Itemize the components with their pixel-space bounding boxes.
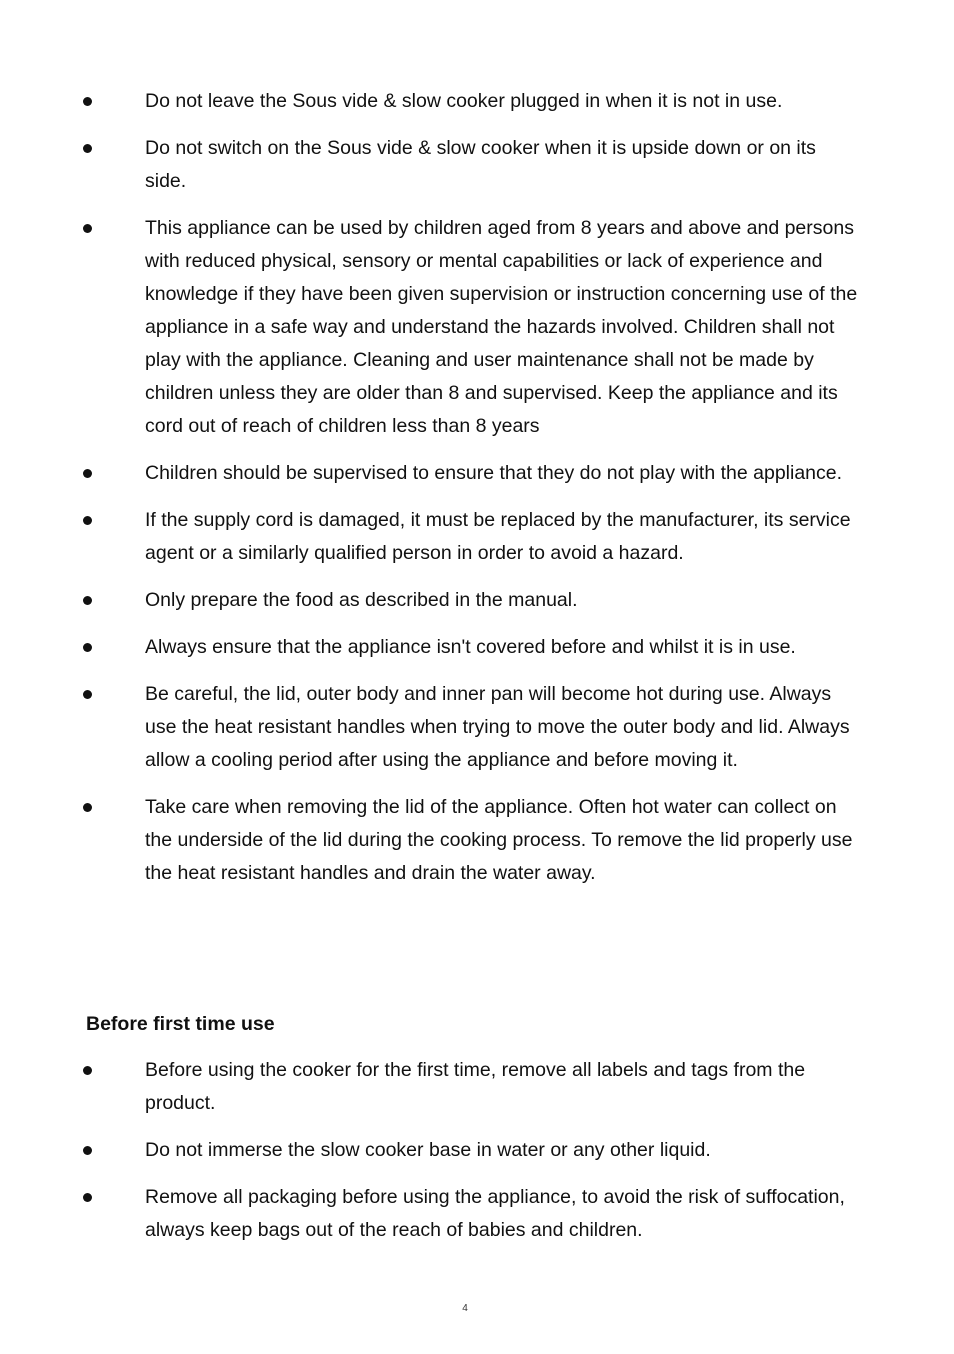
bullet-icon xyxy=(83,1193,92,1202)
list-item xyxy=(0,504,954,570)
list-item xyxy=(0,631,954,664)
list-item xyxy=(0,584,954,617)
bullet-icon xyxy=(83,1146,92,1155)
bullet-icon xyxy=(83,97,92,106)
bullet-icon xyxy=(83,469,92,478)
list-item-text: Do not switch on the Sous vide & slow cooker when it is upside down or on its side. xyxy=(145,137,816,192)
list-item-text: Take care when removing the lid of the appliance. Often hot water can collect on the underside of the lid during the cooking process. To remove the lid properly use the heat resistant handles and drain the water away. xyxy=(145,796,853,884)
list-item xyxy=(0,1054,954,1120)
section-heading: Before first time use xyxy=(86,1013,275,1035)
list-item-text: This appliance can be used by children aged from 8 years and above and persons with reduced physical, sensory or mental capabilities or lack of experience and knowledge if they have been given supervision or instruction concerning use of the appliance in a safe way and understand the hazards involved. Children shall not play with the appliance. Cleaning and user maintenance shall not be made by children unless they are older than 8 and supervised. Keep the appliance and its cord out of reach of children less than 8 years xyxy=(145,217,858,437)
list-item-text: Only prepare the food as described in the manual. xyxy=(145,589,578,611)
list-item xyxy=(0,678,954,777)
bullet-icon xyxy=(83,1066,92,1075)
bullet-icon xyxy=(83,596,92,605)
list-item-text: Children should be supervised to ensure that they do not play with the appliance. xyxy=(145,462,843,484)
list-item xyxy=(0,1181,954,1247)
bullet-icon xyxy=(83,224,92,233)
list-item-text: Do not leave the Sous vide & slow cooker plugged in when it is not in use. xyxy=(145,90,783,112)
bullet-icon xyxy=(83,643,92,652)
safety-instructions-list xyxy=(0,85,954,904)
list-item-text: Always ensure that the appliance isn't covered before and whilst it is in use. xyxy=(145,636,796,658)
list-item-text: Remove all packaging before using the appliance, to avoid the risk of suffocation, always keep bags out of the reach of babies and children. xyxy=(145,1186,845,1241)
list-item-text: Before using the cooker for the first time, remove all labels and tags from the product. xyxy=(145,1059,806,1114)
list-item xyxy=(0,212,954,443)
page-number: 4 xyxy=(462,1303,468,1314)
list-item xyxy=(0,457,954,490)
bullet-icon xyxy=(83,690,92,699)
list-item-text: Be careful, the lid, outer body and inner pan will become hot during use. Always use the heat resistant handles when trying to move the outer body and lid. Always allow a cooling period after using the appliance and before moving it. xyxy=(145,683,850,771)
list-item xyxy=(0,1134,954,1167)
list-item-text: If the supply cord is damaged, it must be replaced by the manufacturer, its service agent or a similarly qualified person in order to avoid a hazard. xyxy=(145,509,851,564)
bullet-icon xyxy=(83,516,92,525)
list-item xyxy=(0,791,954,890)
list-item-text: Do not immerse the slow cooker base in water or any other liquid. xyxy=(145,1139,711,1161)
bullet-icon xyxy=(83,803,92,812)
list-item xyxy=(0,85,954,118)
list-item xyxy=(0,132,954,198)
bullet-icon xyxy=(83,144,92,153)
first-use-list xyxy=(0,1054,954,1261)
